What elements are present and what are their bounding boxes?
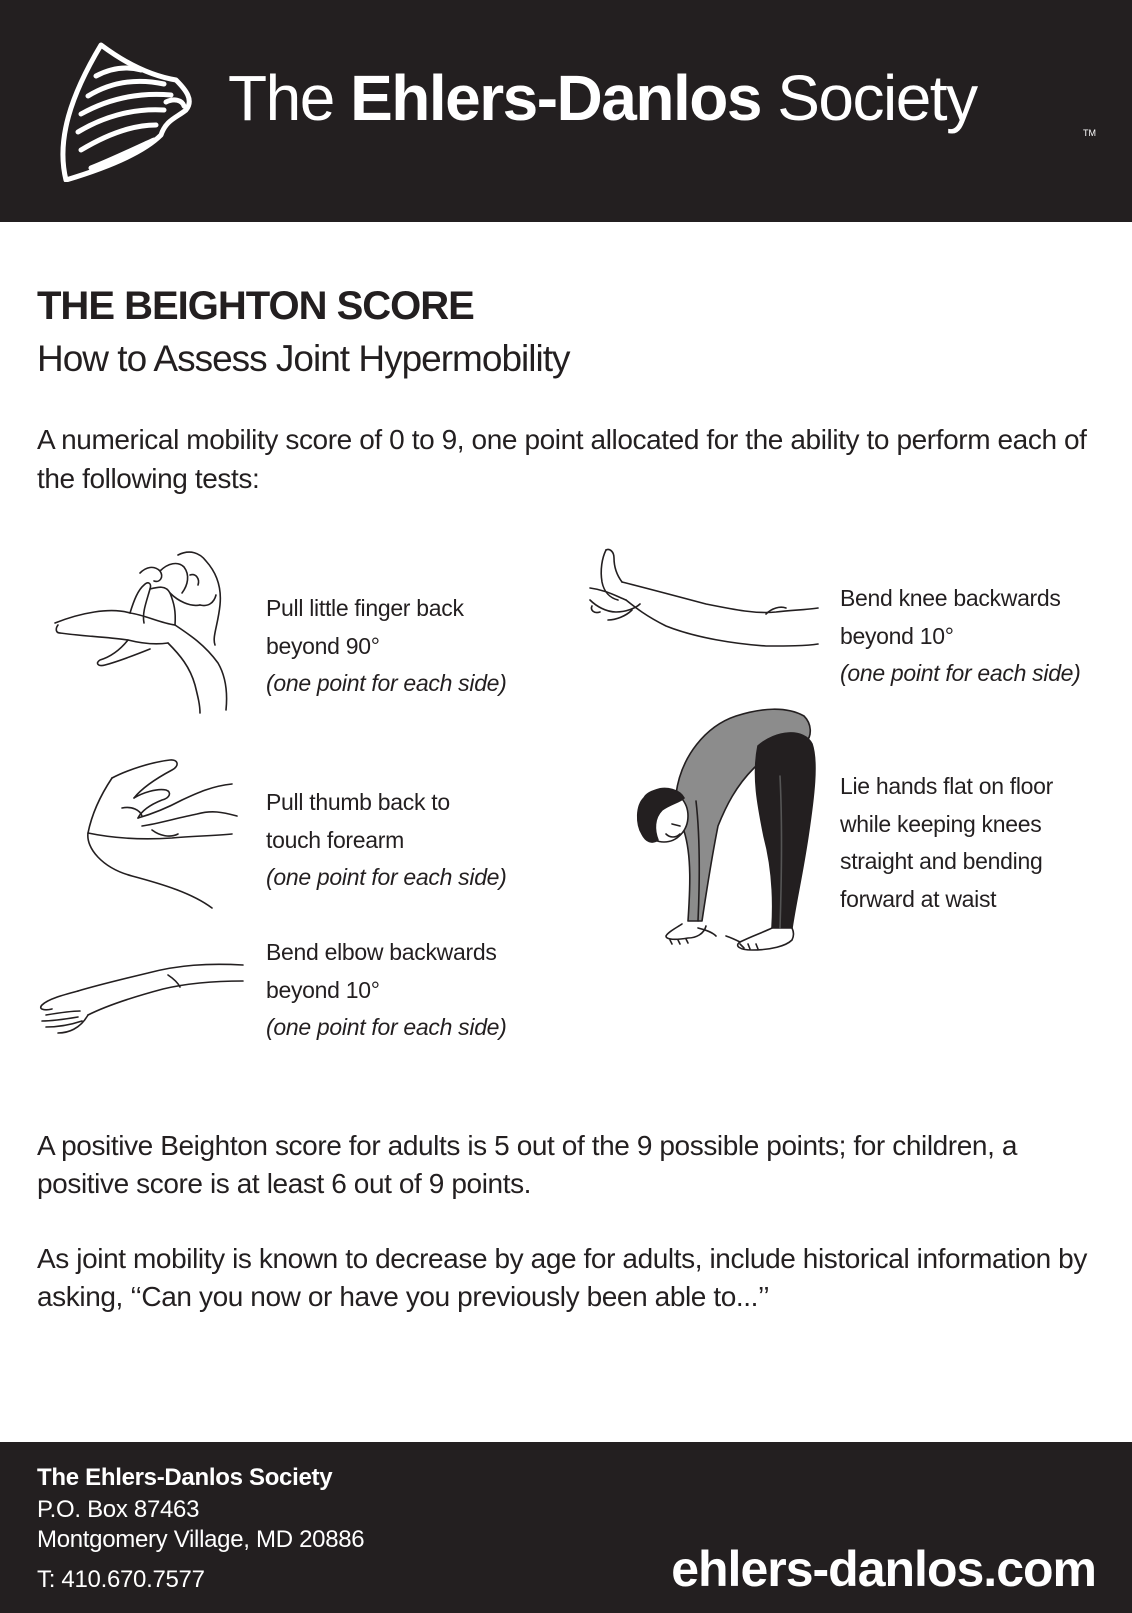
page-subtitle: How to Assess Joint Hypermobility [37,338,570,379]
intro-paragraph: A numerical mobility score of 0 to 9, one point allocated for the ability to perform each of the following tests: [37,424,1087,494]
historical-info-paragraph: As joint mobility is known to decrease by age for adults, include historical information by asking, ‘‘Can you now or have you previously been able to...’’ [37,1243,1087,1312]
test-little-finger-text: Pull little finger back beyond 90° (one point for each side) [266,595,507,696]
footer-address-line1: P.O. Box 87463 [37,1496,200,1523]
test-forward-bend-text: Lie hands flat on floor while keeping knees straight and bending forward at waist [840,773,1054,912]
forward-bend-illustration [636,706,826,968]
footer-phone: T: 410.670.7577 [37,1566,205,1593]
page-title: THE BEIGHTON SCORE [37,284,474,328]
thumb-illustration [82,758,242,913]
little-finger-illustration [50,545,240,715]
knee-illustration [586,548,822,663]
footer-website-link[interactable]: ehlers-danlos.com [671,1541,1096,1597]
positive-score-paragraph: A positive Beighton score for adults is 5 out of the 9 possible points; for children, a positive score is at least 6 out of 9 points. [37,1130,1018,1199]
org-name: The Ehlers-Danlos Society [228,62,977,134]
footer-org-name: The Ehlers-Danlos Society [37,1464,333,1491]
trademark-mark: TM [1083,128,1096,138]
test-elbow-text: Bend elbow backwards beyond 10° (one point for each side) [266,939,507,1040]
footer-band [0,1442,1132,1613]
zebra-head-icon [36,40,196,182]
test-thumb-text: Pull thumb back to touch forearm (one point for each side) [266,789,507,890]
header-band [0,0,1132,222]
test-knee-text: Bend knee backwards beyond 10° (one point for each side) [840,585,1081,686]
elbow-illustration [38,955,248,1040]
footer-address-line2: Montgomery Village, MD 20886 [37,1526,365,1553]
